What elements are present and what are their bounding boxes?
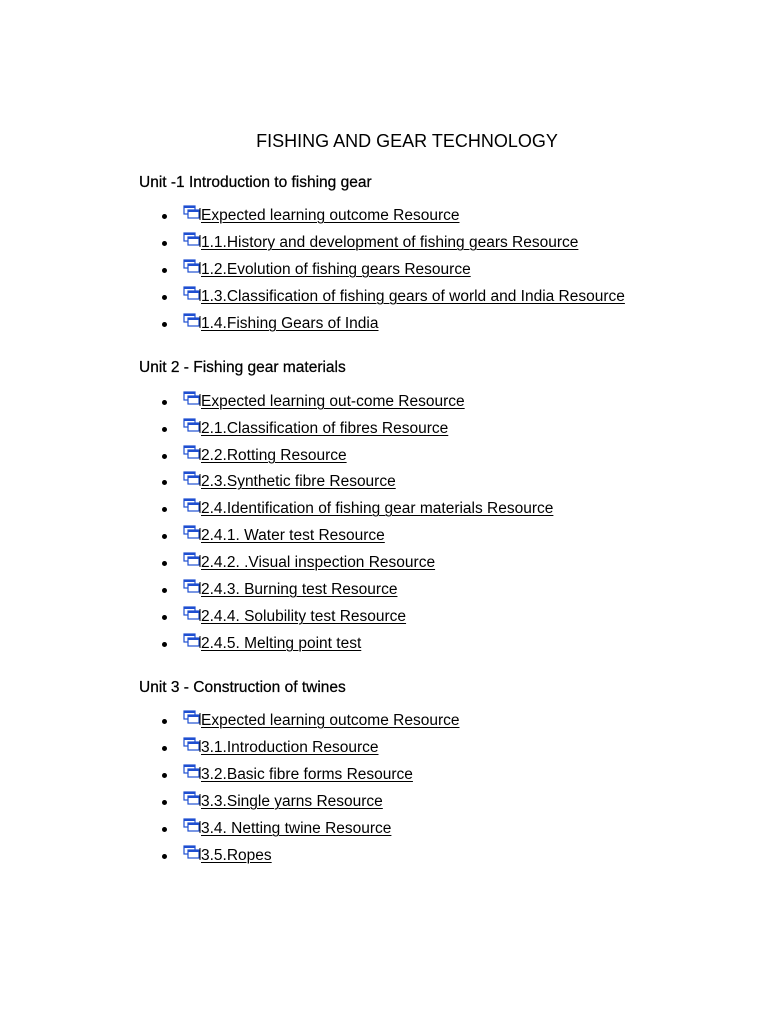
page-title: FISHING AND GEAR TECHNOLOGY bbox=[256, 131, 558, 151]
resource-link[interactable]: 1.2.Evolution of fishing gears Resource bbox=[201, 261, 471, 278]
bullet bbox=[162, 800, 167, 805]
resource-link[interactable]: 3.2.Basic fibre forms Resource bbox=[201, 766, 413, 783]
bullet bbox=[162, 588, 167, 593]
resource-link[interactable]: 1.4.Fishing Gears of India bbox=[201, 315, 379, 332]
resource-icon bbox=[183, 525, 201, 541]
resource-link[interactable]: 2.3.Synthetic fibre Resource bbox=[201, 473, 396, 490]
bullet bbox=[162, 827, 167, 832]
resource-icon bbox=[183, 845, 201, 861]
bullet bbox=[162, 561, 167, 566]
bullet bbox=[162, 719, 167, 724]
bullet bbox=[162, 454, 167, 459]
bullet bbox=[162, 268, 167, 273]
resource-icon bbox=[183, 818, 201, 834]
resource-link[interactable]: Expected learning outcome Resource bbox=[201, 712, 460, 729]
unit-1-heading: Unit -1 Introduction to fishing gear bbox=[139, 174, 372, 191]
resource-icon bbox=[183, 737, 201, 753]
resource-icon bbox=[183, 579, 201, 595]
resource-link[interactable]: Expected learning outcome Resource bbox=[201, 207, 460, 224]
resource-link[interactable]: 2.4.5. Melting point test bbox=[201, 635, 362, 652]
resource-link[interactable]: 3.4. Netting twine Resource bbox=[201, 820, 392, 837]
bullet bbox=[162, 400, 167, 405]
bullet bbox=[162, 642, 167, 647]
bullet bbox=[162, 773, 167, 778]
bullet bbox=[162, 615, 167, 620]
bullet bbox=[162, 295, 167, 300]
resource-icon bbox=[183, 498, 201, 514]
unit-3-heading: Unit 3 - Construction of twines bbox=[139, 679, 346, 696]
resource-link[interactable]: 2.2.Rotting Resource bbox=[201, 447, 347, 464]
bullet bbox=[162, 534, 167, 539]
resource-icon bbox=[183, 259, 201, 275]
resource-icon bbox=[183, 313, 201, 329]
resource-icon bbox=[183, 286, 201, 302]
bullet bbox=[162, 427, 167, 432]
resource-link[interactable]: 2.4.1. Water test Resource bbox=[201, 527, 385, 544]
bullet bbox=[162, 746, 167, 751]
resource-icon bbox=[183, 205, 201, 221]
resource-icon bbox=[183, 391, 201, 407]
bullet bbox=[162, 322, 167, 327]
resource-icon bbox=[183, 445, 201, 461]
resource-link[interactable]: 1.3.Classification of fishing gears of world and India Resource bbox=[201, 288, 625, 305]
resource-link[interactable]: 3.5.Ropes bbox=[201, 847, 272, 864]
resource-icon bbox=[183, 232, 201, 248]
bullet bbox=[162, 507, 167, 512]
resource-icon bbox=[183, 764, 201, 780]
bullet bbox=[162, 480, 167, 485]
resource-icon bbox=[183, 471, 201, 487]
resource-link[interactable]: Expected learning out-come Resource bbox=[201, 393, 465, 410]
bullet bbox=[162, 214, 167, 219]
bullet bbox=[162, 854, 167, 859]
resource-icon bbox=[183, 633, 201, 649]
resource-link[interactable]: 2.4.2. .Visual inspection Resource bbox=[201, 554, 436, 571]
resource-link[interactable]: 3.1.Introduction Resource bbox=[201, 739, 379, 756]
resource-icon bbox=[183, 710, 201, 726]
resource-icon bbox=[183, 606, 201, 622]
unit-2-heading: Unit 2 - Fishing gear materials bbox=[139, 359, 346, 376]
resource-icon bbox=[183, 791, 201, 807]
bullet bbox=[162, 241, 167, 246]
resource-icon bbox=[183, 418, 201, 434]
resource-link[interactable]: 2.4.4. Solubility test Resource bbox=[201, 608, 407, 625]
resource-icon bbox=[183, 552, 201, 568]
resource-link[interactable]: 2.1.Classification of fibres Resource bbox=[201, 420, 449, 437]
resource-link[interactable]: 2.4.Identification of fishing gear materials Resource bbox=[201, 500, 554, 517]
resource-link[interactable]: 3.3.Single yarns Resource bbox=[201, 793, 383, 810]
resource-link[interactable]: 1.1.History and development of fishing gears Resource bbox=[201, 234, 579, 251]
resource-link[interactable]: 2.4.3. Burning test Resource bbox=[201, 581, 398, 598]
